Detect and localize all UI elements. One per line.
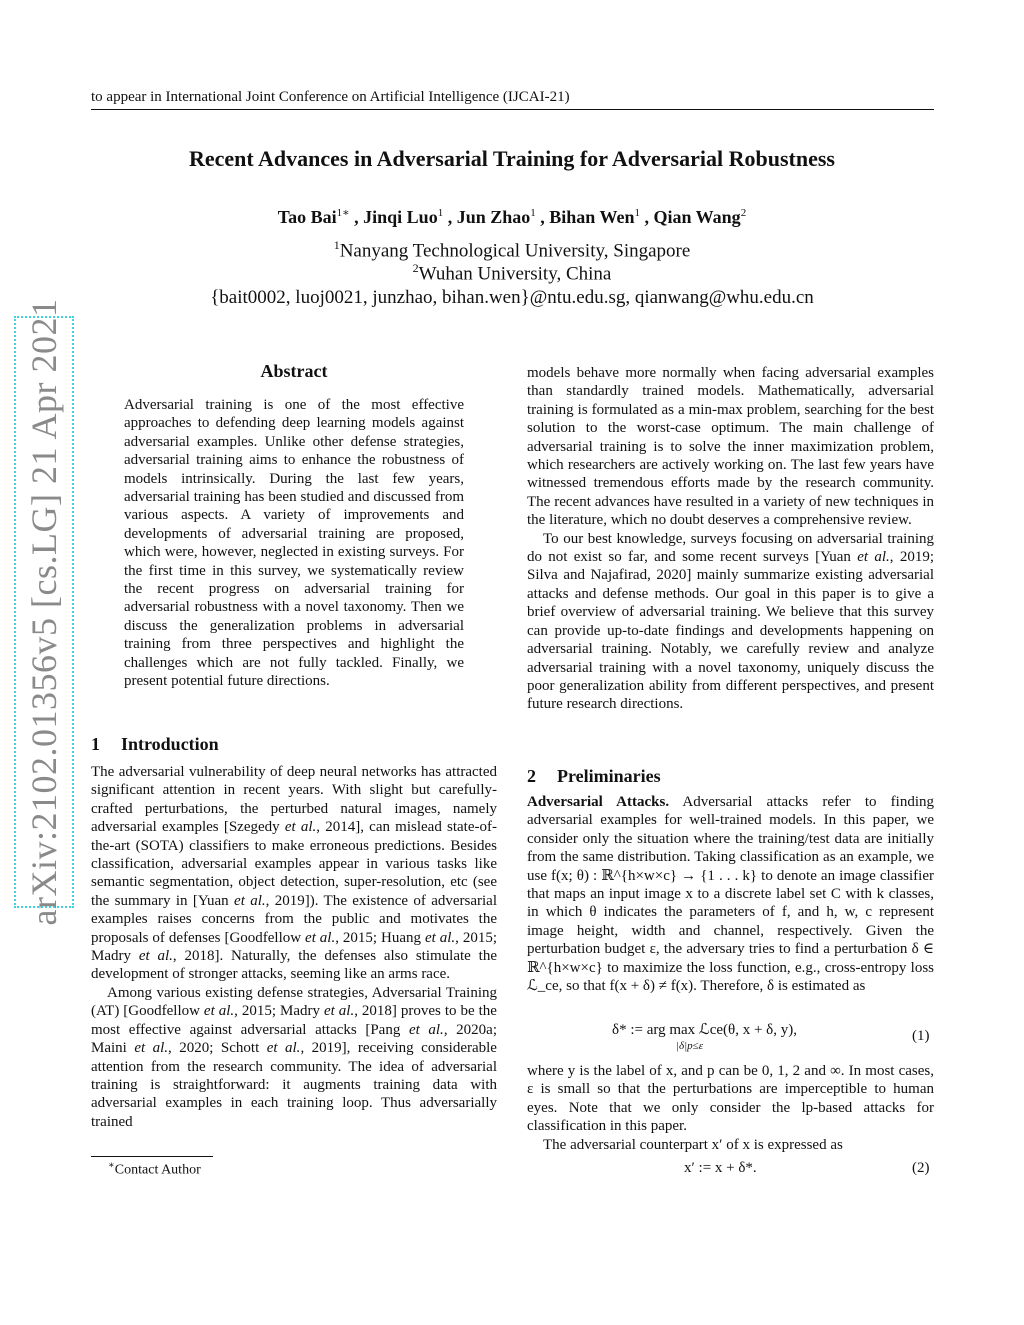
author-sup: 1	[530, 207, 536, 219]
author-sup: 1∗	[336, 207, 350, 219]
author-name: Jinqi Luo	[363, 207, 438, 227]
author-name: Bihan Wen	[549, 207, 635, 227]
abstract-heading: Abstract	[260, 361, 328, 381]
preliminaries-body	[527, 793, 934, 995]
author-sup: 1	[634, 207, 640, 219]
affiliation-sup: 2	[412, 261, 419, 275]
intro-paragraph-1: The adversarial vulnerability of deep neural networks has attracted significant attention in recent years. With slight but carefully-crafted perturbations, the perturbed natural images, namely adversarial examples [Szegedy et al., 2014], can mislead state-of-the-art (SOTA) classifiers to make erroneous predictions. Besides classification, adversarial examples appear in various tasks like semantic segmentation, object detection, super-resolution, etc (see the summary in [Yuan et al., 2019]). The existence of adversarial examples raises concerns from the public and motivates the proposals of defenses [Goodfellow et al., 2015; Huang et al., 2015; Madry et al., 2018]. Naturally, the defenses also stimulate the development of stronger attacks, seeming like an arms race.	[91, 764, 497, 983]
author-name: Qian Wang	[653, 207, 741, 227]
section-title: Preliminaries	[557, 766, 661, 786]
section-title: Introduction	[121, 734, 219, 754]
author-name: Jun Zhao	[456, 207, 531, 227]
preliminaries-body-2	[527, 1062, 934, 1154]
section-number: 2	[527, 766, 536, 786]
footnote-text: Contact Author	[114, 1162, 201, 1178]
section-number: 1	[91, 734, 100, 754]
author-list: Tao Bai$^{1∗}$ , Jinqi Luo$^1$ , Jun Zhao$^1$ , Bihan Wen$^1$ , Qian Wang$^2$	[277, 207, 747, 227]
equation-1: δ* := arg max ℒce(θ, x + δ, y),	[612, 1022, 797, 1038]
intro-body-continued	[527, 364, 934, 714]
arxiv-stamp[interactable]	[14, 298, 74, 926]
author-sup: 1	[437, 207, 444, 219]
affiliation-text: Wuhan University, China	[418, 263, 612, 285]
equation-2-number: (2)	[912, 1160, 930, 1176]
intro-body	[91, 763, 497, 1131]
affiliation	[0, 257, 1024, 285]
preliminaries-paragraph-1: Adversarial Attacks. Adversarial attacks refer to finding adversarial examples for well-trained models. In this paper, we consider only the situation where the training/test data are initially from the same distribution. Taking classification as an example, we use f(x; θ) : ℝ^{h×w×c} → {1 . . . k} to denote an image classifier that maps an input image x to a discrete label set C with k classes, in which θ indicates the parameters of f, and h, w, c represent image height, width and channel, respectively. Given the perturbation budget ε, the adversary tries to find a perturbation δ ∈ ℝ^{h×w×c} to maximize the loss function, e.g., cross-entropy loss ℒ_ce, so that f(x + δ) ≠ f(x). Therefore, δ is estimated as	[527, 794, 934, 995]
paper-title: Recent Advances in Adversarial Training for Adversarial Robustness	[189, 146, 835, 171]
intro-paragraph-2: Among various existing defense strategies, Adversarial Training (AT) [Goodfellow et al., 2015; Madry et al., 2018] proves to be the most effective against adversarial attacks [Pang et al., 2020a; Maini et al., 2020; Schott et al., 2019], receiving considerable attention from the research community. The idea of adversarial training is straightforward: it augments training data with adversarial examples in each training loop. Thus adversarially trained	[91, 984, 497, 1130]
run-in-heading: Adversarial Attacks.	[527, 794, 670, 810]
affiliation-text: Nanyang Technological University, Singapore	[339, 240, 691, 262]
affiliation-sup: 1	[333, 238, 340, 252]
equation-1-number: (1)	[912, 1028, 930, 1044]
author-sup: 2	[740, 207, 747, 219]
arxiv-id[interactable]: arXiv:2102.01356v5 [cs.LG] 21 Apr 2021	[24, 298, 64, 926]
intro-paragraph-4: To our best knowledge, surveys focusing on adversarial training do not exist so far, and some recent surveys [Yuan et al., 2019; Silva and Najafirad, 2020] mainly summarize existing adversarial attacks and defense methods. Our goal in this paper is to give a brief overview of adversarial training. We believe that this survey can provide up-to-date findings and developments happening on adversarial training. Notably, we carefully review and analyze adversarial training with a novel taxonomy, uniquely discuss the poor generalization ability from different perspectives, and present future research directions.	[527, 530, 934, 713]
equation-2: x′ := x + δ*.	[684, 1160, 757, 1176]
author-emails: {bait0002, luoj0021, junzhao, bihan.wen}@ntu.edu.sg, qianwang@whu.edu.cn	[210, 287, 814, 308]
footnote-rule	[91, 1156, 213, 1157]
section-heading-introduction	[91, 734, 497, 755]
equation-1-subscript: |δ|p≤ε	[676, 1040, 704, 1052]
footnote-mark: ∗	[108, 1160, 115, 1171]
section-heading-preliminaries	[527, 766, 934, 787]
footnote	[108, 1160, 201, 1179]
running-header: to appear in International Joint Conference on Artificial Intelligence (IJCAI-21)	[91, 88, 934, 110]
intro-paragraph-3: models behave more normally when facing adversarial examples than standardly trained models. Mathematically, adversarial training is formulated as a min-max problem, searching for the best solution to the worst-case optimum. The main challenge of adversarial training is to solve the inner maximization problem, which researchers are actively working on. The last few years have witnessed tremendous efforts made by the research community. The recent advances have resulted in a variety of new techniques in the literature, which no doubt deserves a comprehensive review.	[527, 365, 934, 529]
preliminaries-paragraph-2: where y is the label of x, and p can be 0, 1, 2 and ∞. In most cases, ε is small so that the perturbations are imperceptible to human eyes. Note that we only consider the lp-based attacks for classification in this paper.	[527, 1063, 934, 1135]
abstract-text: Adversarial training is one of the most effective approaches to defending deep learning models against adversarial examples. Unlike other defense strategies, adversarial training aims to enhance the robustness of models intrinsically. During the last few years, adversarial training has been studied and discussed from various aspects. A variety of improvements and developments of adversarial training are proposed, which were, however, neglected in existing surveys. For the first time in this survey, we systematically review the recent progress on adversarial training for adversarial robustness with a novel taxonomy. Then we discuss the generalization problems in adversarial training from three perspectives and highlight the challenges which are not fully tackled. Finally, we present potential future directions.	[124, 397, 464, 690]
preliminaries-paragraph-3: The adversarial counterpart x′ of x is expressed as	[543, 1136, 843, 1153]
author-name: Tao Bai	[277, 207, 337, 227]
